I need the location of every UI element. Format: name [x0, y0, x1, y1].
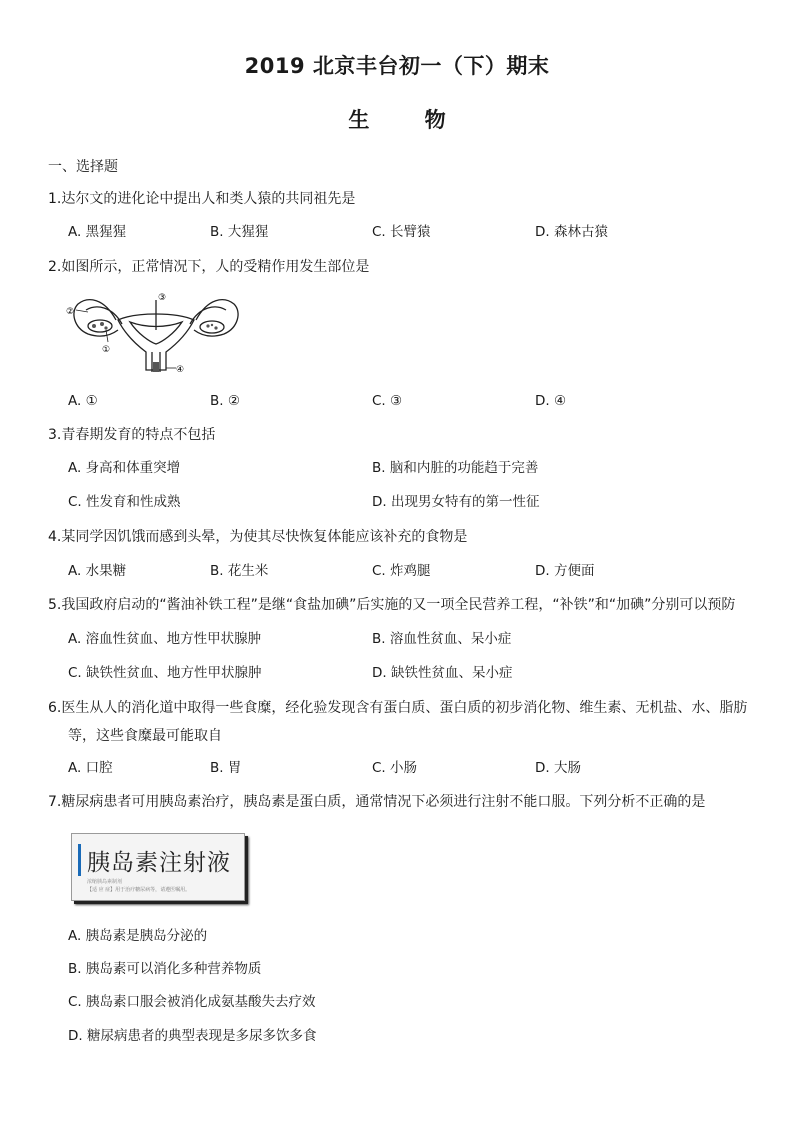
q1-option-b: B. 大猩猩	[210, 224, 269, 240]
q6-option-b: B. 胃	[210, 760, 242, 776]
insulin-title: 胰岛素注射液	[87, 850, 231, 876]
subject-char: 生	[348, 108, 370, 132]
question-4: 4.某同学因饥饿而感到头晕，为使其尽快恢复体能应该补充的食物是	[48, 529, 468, 545]
q6-option-a: A. 口腔	[68, 760, 113, 776]
q5-option-c: C. 缺铁性贫血、地方性甲状腺肿	[68, 665, 262, 681]
q2-option-d: D. ④	[535, 393, 567, 409]
question-1: 1.达尔文的进化论中提出人和类人猿的共同祖先是	[48, 191, 356, 207]
subject-char: 物	[424, 108, 446, 132]
q3-option-d: D. 出现男女特有的第一性征	[372, 494, 540, 510]
q5-option-b: B. 溶血性贫血、呆小症	[372, 631, 512, 647]
question-5: 5.我国政府启动的“酱油补铁工程”是继“食盐加碘”后实施的又一项全民营养工程，“补铁”和“加碘”分别可以预防	[48, 597, 736, 613]
uterus-diagram-svg	[66, 290, 246, 380]
q2-option-c: C. ③	[372, 393, 403, 409]
q3-option-b: B. 脑和内脏的功能趋于完善	[372, 460, 539, 476]
question-3: 3.青春期发育的特点不包括	[48, 427, 216, 443]
page-title: 2019 北京丰台初一（下）期末	[244, 54, 550, 78]
q1-option-c: C. 长臂猿	[372, 224, 431, 240]
q7-option-d: D. 糖尿病患者的典型表现是多尿多饮多食	[68, 1028, 317, 1044]
diagram-label: ②	[66, 307, 75, 317]
diagram-label: ④	[176, 365, 185, 375]
q5-option-a: A. 溶血性贫血、地方性甲状腺肿	[68, 631, 262, 647]
q4-option-c: C. 炸鸡腿	[372, 563, 431, 579]
insulin-indication: 【适 应 症】用于治疗糖尿病等，请遵医嘱用。	[87, 887, 191, 893]
q2-option-b: B. ②	[210, 393, 240, 409]
q6-option-d: D. 大肠	[535, 760, 581, 776]
q4-option-b: B. 花生米	[210, 563, 269, 579]
q4-option-a: A. 水果糖	[68, 563, 127, 579]
insulin-label-image	[71, 833, 245, 901]
question-6-line-1: 6.医生从人的消化道中取得一些食糜，经化验发现含有蛋白质、蛋白质的初步消化物、维生素、无机盐、水、脂肪	[48, 700, 748, 716]
q2-option-a: A. ①	[68, 393, 98, 409]
question-6-line-2: 等，这些食糜最可能取自	[68, 728, 222, 744]
q4-option-d: D. 方便面	[535, 563, 595, 579]
q6-option-c: C. 小肠	[372, 760, 418, 776]
q7-option-a: A. 胰岛素是胰岛分泌的	[68, 928, 208, 944]
q7-option-c: C. 胰岛素口服会被消化成氨基酸失去疗效	[68, 994, 316, 1010]
subject-title	[0, 104, 794, 134]
section-heading: 一、选择题	[48, 159, 118, 175]
q1-option-d: D. 森林古猿	[535, 224, 608, 240]
diagram-label: ①	[102, 345, 111, 355]
question-2: 2.如图所示，正常情况下，人的受精作用发生部位是	[48, 259, 370, 275]
q3-option-c: C. 性发育和性成熟	[68, 494, 181, 510]
q3-option-a: A. 身高和体重突增	[68, 460, 181, 476]
accent-bar	[78, 844, 81, 876]
question-7: 7.糖尿病患者可用胰岛素治疗，胰岛素是蛋白质，通常情况下必须进行注射不能口服。下列分析不正确的是	[48, 794, 706, 810]
insulin-subtitle: 浓缩胰岛素制剂	[87, 879, 123, 885]
diagram-label: ③	[158, 293, 167, 303]
q5-option-d: D. 缺铁性贫血、呆小症	[372, 665, 513, 681]
q7-option-b: B. 胰岛素可以消化多种营养物质	[68, 961, 262, 977]
uterus-diagram	[66, 290, 246, 380]
q1-option-a: A. 黑猩猩	[68, 224, 127, 240]
question-6	[48, 694, 754, 750]
